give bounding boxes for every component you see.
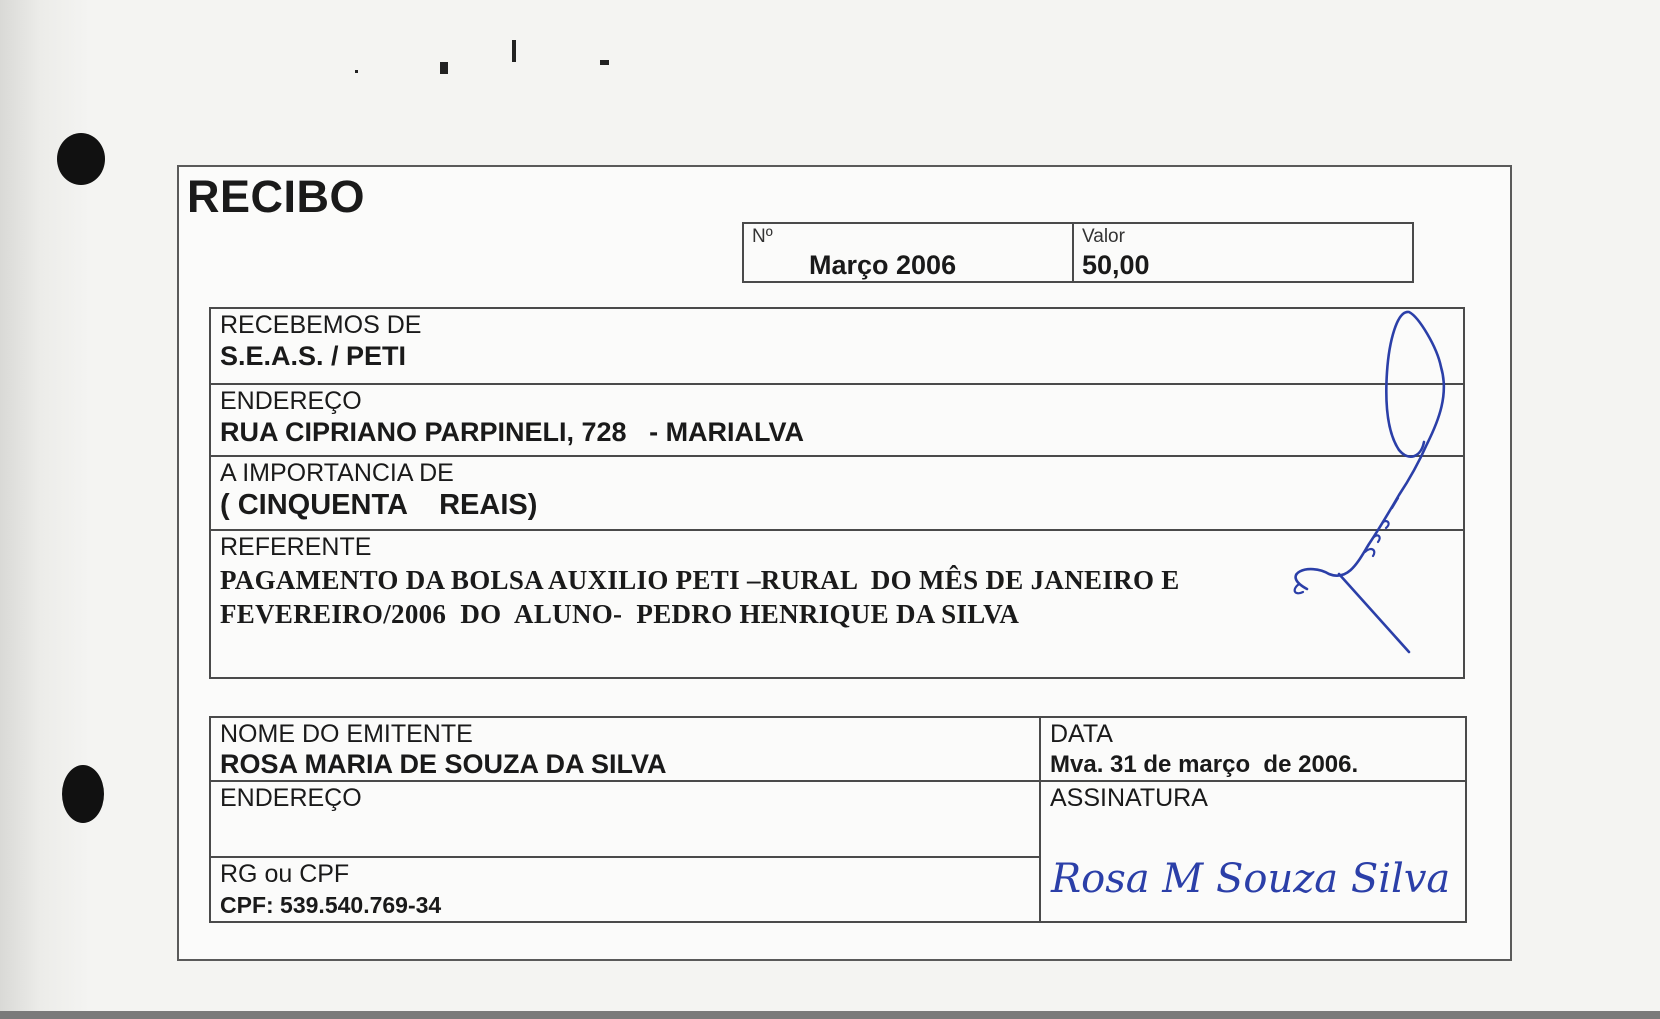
issuer-name-cell xyxy=(211,718,1039,782)
receipt-number-cell xyxy=(744,224,1074,281)
date-cell xyxy=(1041,718,1465,782)
scan-speck xyxy=(600,60,609,65)
address-value: RUA CIPRIANO PARPINELI, 728 - MARIALVA xyxy=(220,417,805,447)
margin-signature-annotation xyxy=(1249,312,1449,612)
issuer-left-column xyxy=(211,718,1041,921)
issuer-name-label: NOME DO EMITENTE xyxy=(220,720,473,748)
reference-line-2: FEVEREIRO/2006 DO ALUNO- PEDRO HENRIQUE DA SILVA xyxy=(220,599,1020,629)
issuer-id-label: RG ou CPF xyxy=(220,860,350,888)
punch-hole-top xyxy=(57,133,105,185)
received-from-value: S.E.A.S. / PETI xyxy=(220,341,407,371)
issuer-address-cell xyxy=(211,782,1039,858)
receipt-number-value: Março 2006 xyxy=(809,250,957,280)
date-value: Mva. 31 de março de 2006. xyxy=(1050,751,1359,778)
issuer-handwritten-signature xyxy=(1049,848,1449,918)
receipt-value-amount: 50,00 xyxy=(1082,250,1150,280)
receipt-value-label: Valor xyxy=(1082,226,1125,247)
scan-speck xyxy=(355,70,358,73)
issuer-name-value: ROSA MARIA DE SOUZA DA SILVA xyxy=(220,749,667,779)
amount-label: A IMPORTANCIA DE xyxy=(220,459,454,487)
reference-label: REFERENTE xyxy=(220,533,372,561)
issuer-details-box xyxy=(209,716,1467,923)
scan-speck xyxy=(440,62,448,74)
receipt-number-label: Nº xyxy=(752,226,773,247)
issuer-id-cell xyxy=(211,858,1039,921)
punch-hole-bottom xyxy=(62,765,104,823)
receipt-value-cell xyxy=(1074,224,1412,281)
signature-cell xyxy=(1041,782,1465,921)
received-from-label: RECEBEMOS DE xyxy=(220,311,422,339)
issuer-right-column xyxy=(1041,718,1465,921)
receipt-title: RECIBO xyxy=(187,171,366,222)
reference-line-1: PAGAMENTO DA BOLSA AUXILIO PETI –RURAL DO MÊS DE JANEIRO E xyxy=(220,565,1180,595)
signature-label: ASSINATURA xyxy=(1050,784,1208,812)
date-label: DATA xyxy=(1050,720,1113,748)
issuer-id-value: CPF: 539.540.769-34 xyxy=(220,892,442,918)
address-label: ENDEREÇO xyxy=(220,387,362,415)
scan-speck xyxy=(512,40,516,62)
scan-bottom-edge xyxy=(0,1011,1660,1019)
amount-value: ( CINQUENTA REAIS) xyxy=(220,489,538,521)
receipt-form xyxy=(177,165,1512,961)
number-value-box xyxy=(742,222,1414,283)
issuer-signature-text: Rosa M Souza Silva xyxy=(1051,856,1451,902)
issuer-address-label: ENDEREÇO xyxy=(220,784,362,812)
